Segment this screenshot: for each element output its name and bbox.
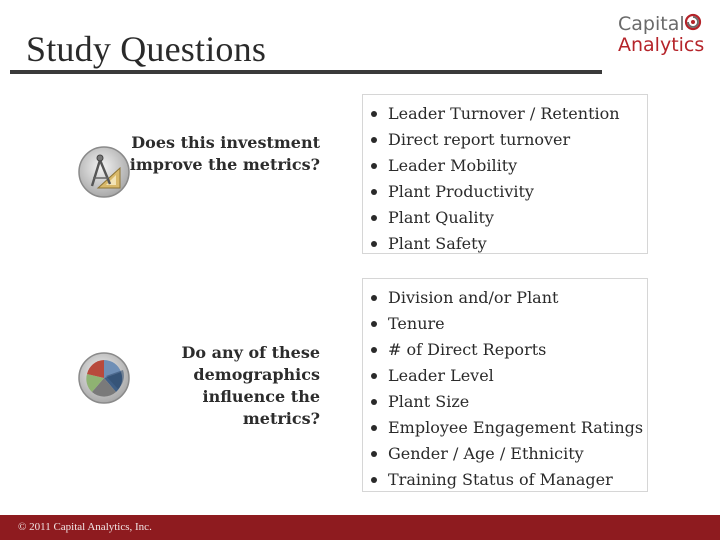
bullet-dot xyxy=(371,295,377,301)
footer-bar xyxy=(0,515,720,540)
list-item: # of Direct Reports xyxy=(369,337,641,363)
bullet-dot xyxy=(371,111,377,117)
list-item: Leader Mobility xyxy=(369,153,641,179)
list-item: Plant Quality xyxy=(369,205,641,231)
logo-text-analytics: Analytics xyxy=(618,34,705,56)
company-logo xyxy=(618,12,714,58)
list-item: Direct report turnover xyxy=(369,127,641,153)
copyright-text: © 2011 Capital Analytics, Inc. xyxy=(18,521,152,533)
slide-title: Study Questions xyxy=(26,29,267,69)
question-demographics: Do any of these demographics influence the metrics? xyxy=(181,343,320,428)
metrics-list-panel xyxy=(362,94,648,254)
list-item: Leader Turnover / Retention xyxy=(369,101,641,127)
demographics-list xyxy=(369,285,644,493)
list-item: Plant Size xyxy=(369,389,641,415)
list-item: Tenure xyxy=(369,311,641,337)
bullet-dot xyxy=(371,163,377,169)
metrics-list xyxy=(369,101,641,257)
bullet-dot xyxy=(371,321,377,327)
bullet-dot xyxy=(371,373,377,379)
bullet-dot xyxy=(371,399,377,405)
bullet-dot xyxy=(371,477,377,483)
list-item: Plant Safety xyxy=(369,231,641,257)
list-item: Plant Productivity xyxy=(369,179,641,205)
bullet-dot xyxy=(371,451,377,457)
bullet-dot xyxy=(371,137,377,143)
bullet-dot xyxy=(371,241,377,247)
list-item: Division and/or Plant xyxy=(369,285,641,311)
bullet-dot xyxy=(371,425,377,431)
demographics-list-panel xyxy=(362,278,648,492)
list-item: Gender / Age / Ethnicity xyxy=(369,441,641,467)
list-item: Training Status of Manager xyxy=(369,467,641,493)
question-investment: Does this investment improve the metrics? xyxy=(129,133,320,174)
bullet-dot xyxy=(371,215,377,221)
bullet-dot xyxy=(371,189,377,195)
bullet-dot xyxy=(371,347,377,353)
list-item: Employee Engagement Ratings xyxy=(369,415,641,441)
swirl-logo-icon xyxy=(684,13,702,31)
logo-text-capital: Capital xyxy=(618,13,685,35)
list-item: Leader Level xyxy=(369,363,641,389)
title-underline xyxy=(10,70,602,74)
